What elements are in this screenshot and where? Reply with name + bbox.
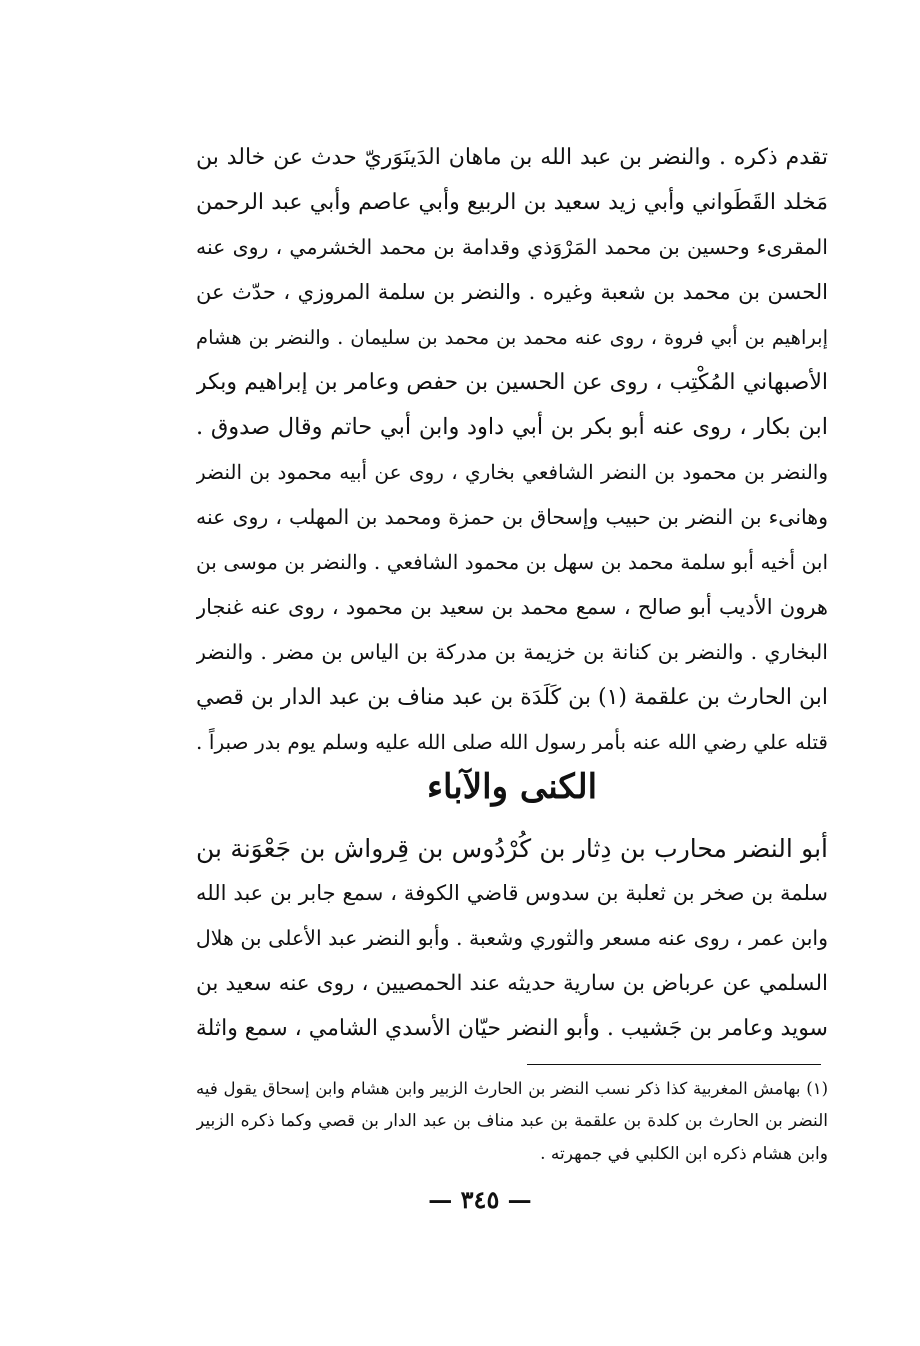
text-line: وابن عمر ، روى عنه مسعر والثوري وشعبة . وأبو النضر عبد الأعلى بن هلال (196, 926, 828, 950)
text-line: تقدم ذكره . والنضر بن عبد الله بن ماهان الدَينَوَريّ حدث عن خالد بن (196, 145, 828, 170)
text-line: ابن الحارث بن علقمة (١) بن كَلَدَة بن عبد مناف بن عبد الدار بن قصي (196, 685, 828, 710)
text-line: سويد وعامر بن جَشيب . وأبو النضر حيّان الأسدي الشامي ، سمع واثلة (196, 1016, 828, 1041)
text-line: سلمة بن صخر بن ثعلبة بن سدوس قاضي الكوفة ، سمع جابر بن عبد الله (196, 881, 828, 905)
footnote-line: وابن هشام ذكره ابن الكلبي في جمهرته . (540, 1144, 828, 1164)
footnote-line: (١) بهامش المغربية كذا ذكر نسب النضر بن الحارث الزبير وابن هشام وابن إسحاق يقول فيه (196, 1079, 828, 1098)
footnotes-block (196, 1072, 828, 1171)
text-line: أبو النضر محارب بن دِثار بن كُرْدُوس بن قِرواش بن جَعْوَنة بن (196, 834, 828, 863)
footnote-line: النضر بن الحارث بن كلدة بن علقمة بن عبد مناف بن عبد الدار بن قصي وكما ذكره الزبير (196, 1111, 828, 1131)
text-line: السلمي عن عرباض بن سارية حديثه عند الحمصيين ، روى عنه سعيد بن (196, 971, 828, 996)
text-line: الحسن بن محمد بن شعبة وغيره . والنضر بن سلمة المروزي ، حدّث عن (196, 280, 828, 304)
text-line: والنضر بن محمود بن النضر الشافعي بخاري ، روى عن أبيه محمود بن النضر (196, 460, 828, 484)
text-line: البخاري . والنضر بن كنانة بن خزيمة بن مدركة بن الياس بن مضر . والنضر (196, 640, 828, 664)
main-text-block (196, 135, 828, 765)
section-heading: الكنى والآباء (426, 767, 598, 807)
text-line: هرون الأديب أبو صالح ، سمع محمد بن سعيد بن محمود ، روى عنه غنجار (196, 595, 828, 619)
text-line: إبراهيم بن أبي فروة ، روى عنه محمد بن محمد بن سليمان . والنضر بن هشام (196, 326, 828, 349)
page-number: — ٣٤٥ — (428, 1185, 532, 1214)
section-text-block (196, 826, 828, 1051)
text-line: المقرىء وحسين بن محمد المَرْوَذي وقدامة بن محمد الخشرمي ، روى عنه (196, 235, 828, 259)
text-line: ابن أخيه أبو سلمة محمد بن سهل بن محمود الشافعي . والنضر بن موسى بن (196, 550, 828, 574)
text-line: قتله علي رضي الله عنه بأمر رسول الله صلى الله عليه وسلم يوم بدر صبراً . (196, 730, 828, 754)
text-line: ابن بكار ، روى عنه أبو بكر بن أبي داود وابن أبي حاتم وقال صدوق . (196, 414, 828, 440)
footnote-divider (527, 1064, 821, 1065)
text-line: الأصبهاني المُكْتِب ، روى عن الحسين بن حفص وعامر بن إبراهيم وبكر (196, 370, 828, 395)
text-line: مَخلد القَطَواني وأبي زيد سعيد بن الربيع وأبي عاصم وأبي عبد الرحمن (196, 190, 828, 215)
text-line: وهانىء بن النضر بن حبيب وإسحاق بن حمزة ومحمد بن المهلب ، روى عنه (196, 505, 828, 529)
